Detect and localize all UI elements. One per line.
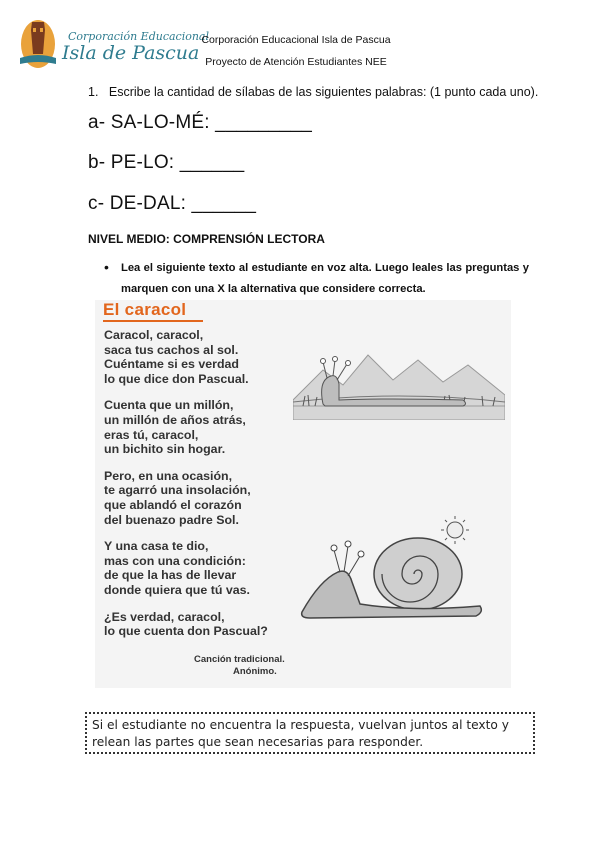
- word-item-b: b- PE-LO: ______: [88, 152, 245, 173]
- poem-line: que ablandó el corazón: [104, 497, 242, 512]
- header-project: Proyecto de Atención Estudiantes NEE: [205, 56, 387, 68]
- poem-line: lo que cuenta don Pascual?: [104, 624, 268, 639]
- poem-line: un millón de años atrás,: [104, 412, 246, 427]
- question-text: Escribe la cantidad de sílabas de las siguientes palabras: (1 punto cada uno).: [108, 85, 539, 99]
- snail-landscape-illustration: [293, 340, 505, 420]
- title-underline: [103, 320, 203, 323]
- poem-credit-1: Canción tradicional.: [194, 654, 285, 665]
- poem-line: un bichito sin hogar.: [104, 442, 226, 457]
- poem-line: te agarró una insolación,: [104, 483, 251, 498]
- word-item-a: a- SA-LO-MÉ: _________: [88, 112, 313, 133]
- poem-line: Caracol, caracol,: [104, 328, 204, 342]
- logo-line-1: Corporación Educacional: [68, 30, 209, 43]
- poem-line: Cuéntame si es verdad: [104, 357, 239, 372]
- question-1: [88, 85, 538, 99]
- snail-shell-illustration: [290, 512, 490, 627]
- header-institution: Corporación Educacional Isla de Pascua: [201, 34, 391, 46]
- stanza-5: [104, 610, 268, 639]
- poem-line: Y una casa te dio,: [104, 539, 209, 554]
- poem-line: ¿Es verdad, caracol,: [104, 609, 225, 624]
- poem-title: El caracol: [103, 300, 187, 319]
- school-logo: [18, 14, 209, 72]
- note-box: [85, 712, 535, 754]
- section-title: NIVEL MEDIO: COMPRENSIÓN LECTORA: [88, 232, 325, 246]
- poem-image: [95, 300, 511, 688]
- instruction-text: Lea el siguiente texto al estudiante en voz alta. Luego leales las preguntas y marquen con una X la alternativa que considere correcta.: [121, 262, 529, 295]
- note-text: Si el estudiante no encuentra la respuesta, vuelvan juntos al texto y relean las partes que sean necesarias para responder.: [92, 718, 509, 749]
- poem-line: donde quiera que tú vas.: [104, 582, 250, 597]
- word-item-c: c- DE-DAL: ______: [88, 193, 257, 214]
- poem-credit-2: Anónimo.: [233, 666, 277, 677]
- moai-logo-icon: [18, 14, 58, 72]
- poem-line: eras tú, caracol,: [104, 427, 199, 442]
- stanza-1: [104, 328, 268, 386]
- poem-text: [104, 328, 268, 639]
- poem-line: Pero, en una ocasión,: [104, 468, 233, 483]
- stanza-3: [104, 469, 268, 527]
- bullet-icon: •: [104, 259, 109, 275]
- poem-line: mas con una condición:: [104, 553, 246, 568]
- poem-line: Cuenta que un millón,: [104, 398, 234, 413]
- poem-line: saca tus cachos al sol.: [104, 342, 239, 357]
- poem-line: del buenazo padre Sol.: [104, 512, 239, 527]
- logo-line-2: Isla de Pascua: [62, 42, 200, 64]
- poem-line: lo que dice don Pascual.: [104, 371, 249, 386]
- stanza-4: [104, 539, 268, 597]
- question-number: 1.: [88, 85, 99, 99]
- stanza-2: [104, 398, 268, 456]
- poem-line: de que la has de llevar: [104, 568, 237, 583]
